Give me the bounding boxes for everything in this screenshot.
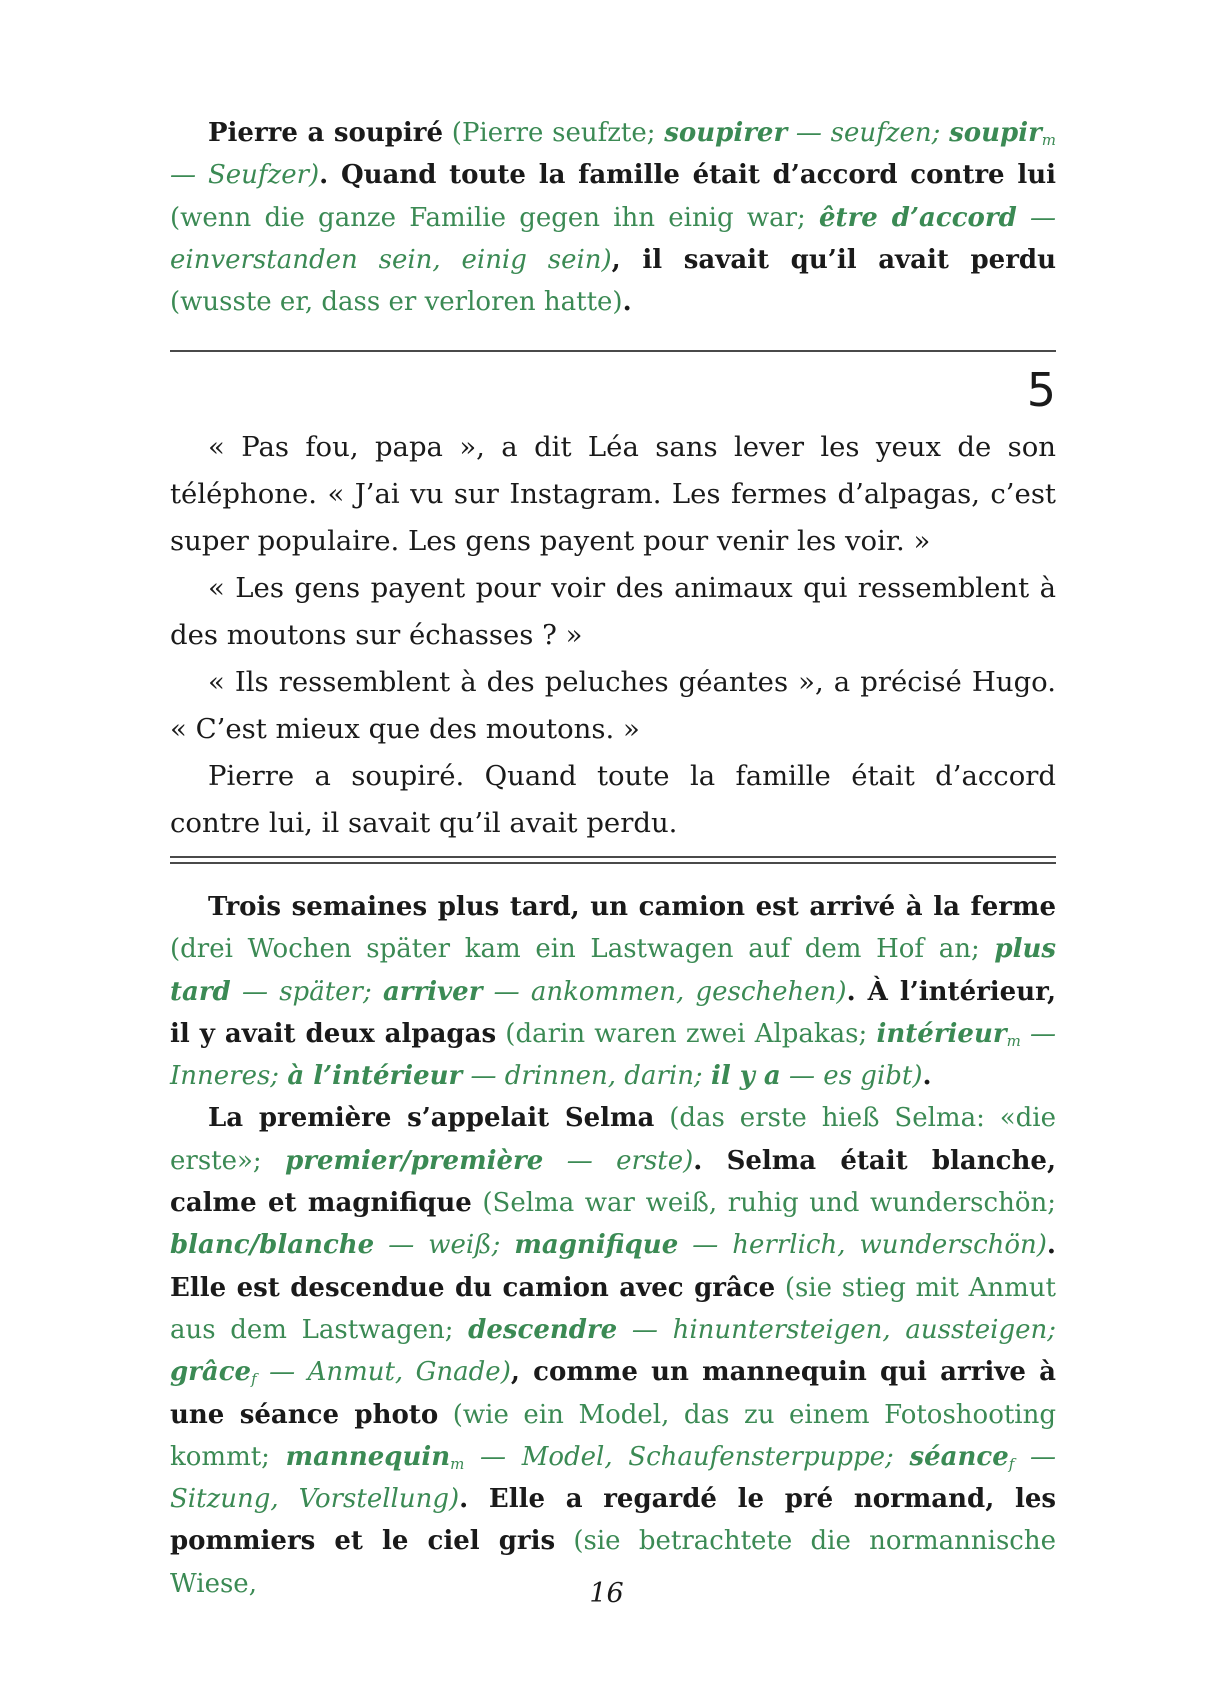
bilingual-block-top <box>170 112 1056 323</box>
bilingual-paragraph: La première s’appelait Selma (das erste hieß Selma: «die erste»; premier/première — erste). Selma était blanche, calme et magnifique (Selma war weiß, ruhig und wunderschön; blanc/blanche — weiß; magnifique — herrlich, wunderschön). Elle est descendue du camion avec grâce (sie stieg mit Anmut aus dem Lastwagen; descendre — hinuntersteigen, aussteigen; grâce$_f$ — Anmut, Gnade), comme un mannequin qui arrive à une séance photo (wie ein Model, das zu einem Fotoshooting kommt; mannequin$_m$ — Model, Schaufensterpuppe; séance$_f$ — Sitzung, Vorstellung). Elle a regardé le pré normand, les pommiers et le ciel gris (sie betrachtete die normannische Wiese, <box>170 1103 1057 1599</box>
page-number: 16 <box>589 1578 624 1609</box>
bilingual-paragraph: Trois semaines plus tard, un camion est arrivé à la ferme (drei Wochen später kam ein Lastwagen auf dem Hof an; plus tard — später; arriver — ankommen, geschehen). À l’intérieur, il y avait deux alpagas (darin waren zwei Alpakas; intérieur$_m$ — Inneres; à l’intérieur — drinnen, darin; il y a — es gibt). <box>170 892 1057 1092</box>
original-paragraph: « Ils ressemblent à des peluches géantes », a précisé Hugo. « C’est mieux que des moutons. » <box>170 666 1056 745</box>
original-paragraph: « Les gens payent pour voir des animaux qui ressemblent à des moutons sur échasses ? » <box>170 572 1056 651</box>
double-rule-top <box>170 856 1056 858</box>
double-rule-bottom <box>170 862 1056 864</box>
bilingual-paragraph: Pierre a soupiré (Pierre seufzte; soupirer — seufzen; soupir$_m$ — Seufzer). Quand toute la famille était d’accord contre lui (wenn die ganze Familie gegen ihn einig war; être d’accord — einverstanden sein, einig sein), il savait qu’il avait perdu (wusste er, dass er verloren hatte). <box>170 118 1057 318</box>
chapter-number: 5 <box>1026 363 1056 417</box>
original-text-block <box>170 424 1056 847</box>
original-paragraph: « Pas fou, papa », a dit Léa sans lever les yeux de son téléphone. « J’ai vu sur Instagram. Les fermes d’alpagas, c’est super populaire. Les gens payent pour venir les voir. » <box>170 431 1056 557</box>
section-divider <box>170 350 1056 352</box>
bilingual-block-bottom <box>170 886 1056 1605</box>
original-paragraph: Pierre a soupiré. Quand toute la famille était d’accord contre lui, il savait qu’il avait perdu. <box>170 760 1056 839</box>
